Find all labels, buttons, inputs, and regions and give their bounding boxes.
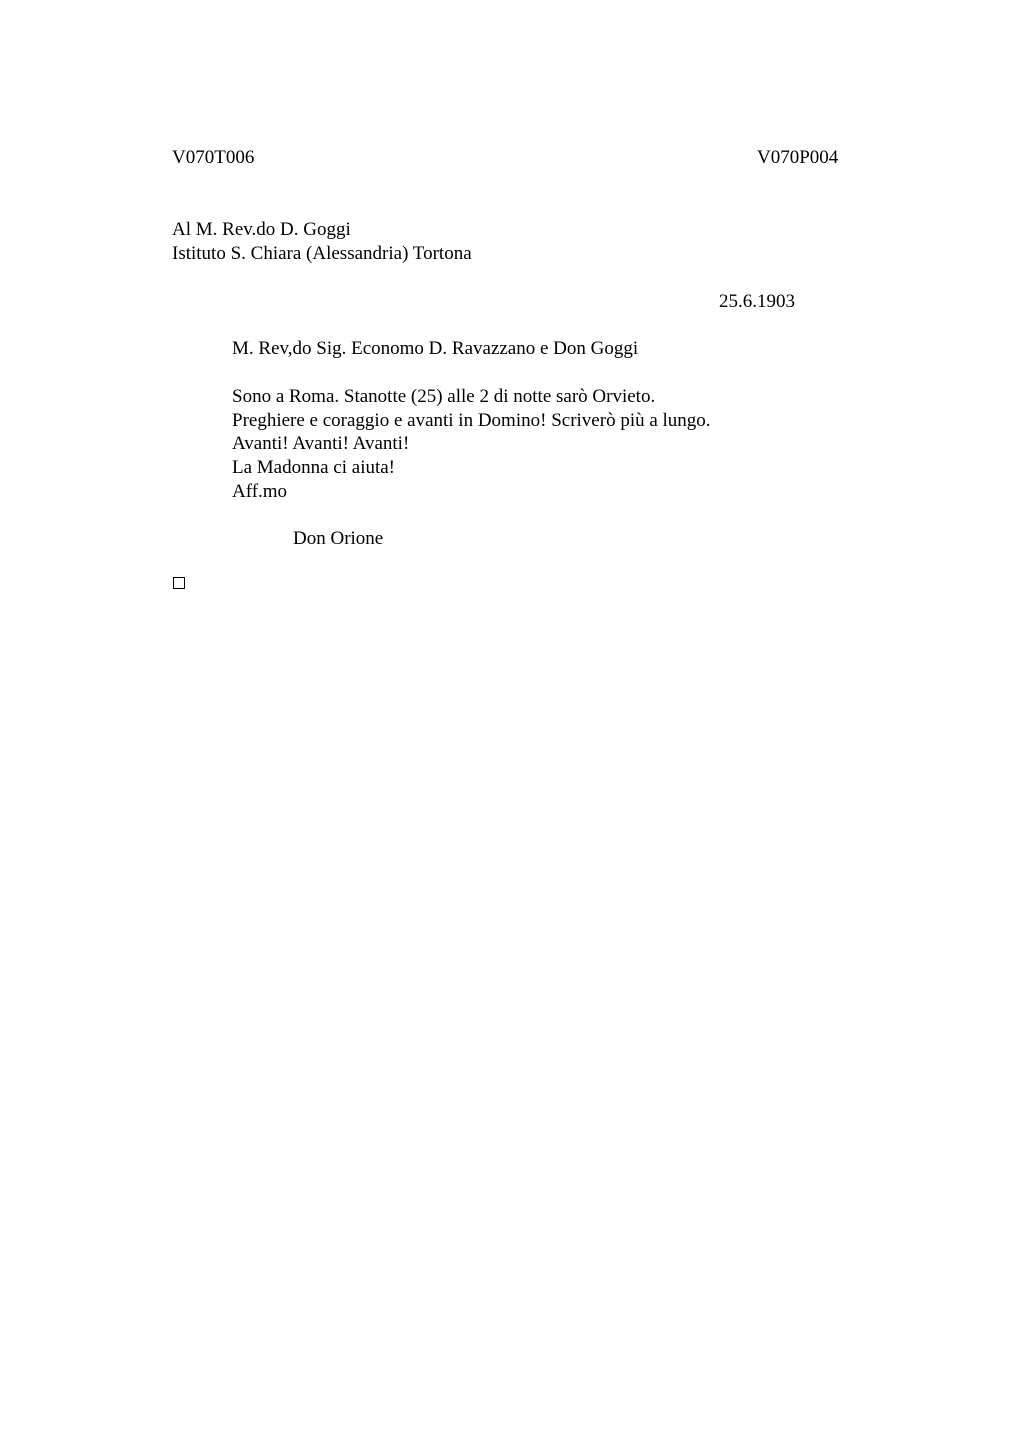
body-line: Avanti! Avanti! Avanti! — [232, 433, 410, 454]
letter-signature: Don Orione — [293, 528, 384, 549]
address-recipient: Al M. Rev.do D. Goggi — [172, 219, 351, 240]
empty-square-icon — [173, 577, 185, 589]
document-code-right: V070P004 — [757, 147, 839, 168]
body-line: Preghiere e coraggio e avanti in Domino! Scriverò più a lungo. — [232, 410, 711, 431]
body-line: Aff.mo — [232, 481, 288, 502]
body-line: La Madonna ci aiuta! — [232, 457, 396, 478]
body-line: Sono a Roma. Stanotte (25) alle 2 di notte sarò Orvieto. — [232, 386, 656, 407]
letter-salutation: M. Rev,do Sig. Economo D. Ravazzano e Don Goggi — [232, 338, 639, 359]
document-code-left: V070T006 — [172, 147, 255, 168]
address-location: Istituto S. Chiara (Alessandria) Tortona — [172, 243, 472, 264]
letter-date: 25.6.1903 — [719, 291, 795, 312]
